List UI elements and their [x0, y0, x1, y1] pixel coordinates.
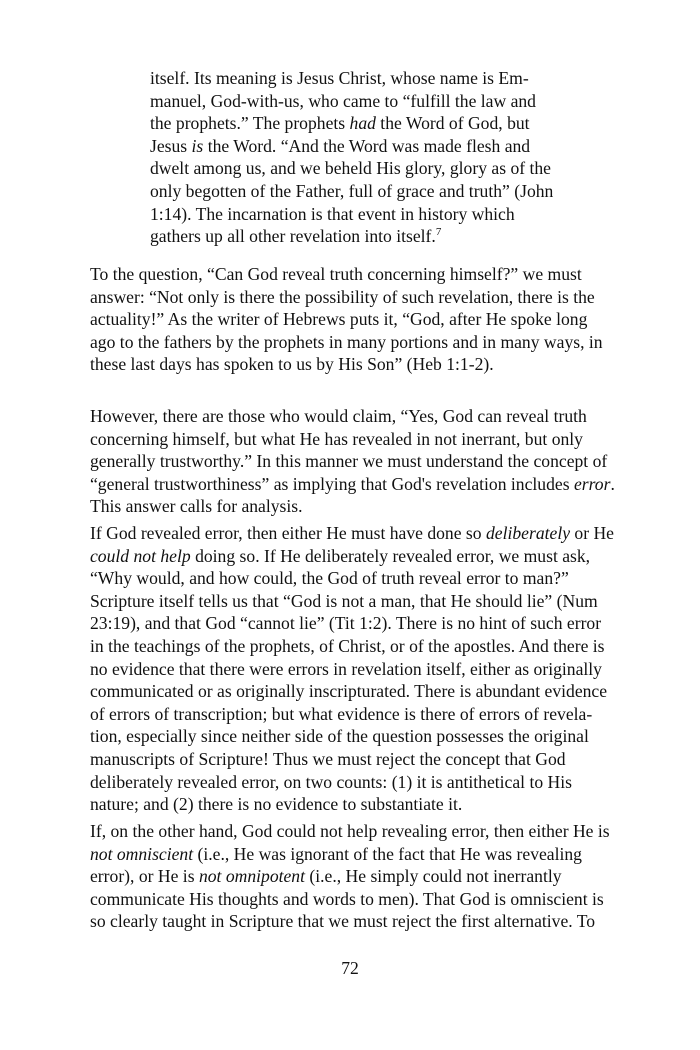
text-line	[90, 680, 640, 703]
text-run: This answer calls for analysis.	[90, 496, 303, 517]
text-run: .	[610, 473, 615, 494]
text-line	[90, 590, 640, 613]
text-line	[90, 286, 640, 309]
text-run: “Why would, and how could, the God of truth reveal error to man?”	[90, 568, 569, 589]
text-run: actuality!” As the writer of Hebrews puts it, “God, after He spoke long	[90, 309, 588, 330]
text-line	[150, 135, 590, 158]
text-line	[90, 865, 640, 888]
text-run: (i.e., He simply could not inerrantly	[305, 866, 562, 887]
italic-text: had	[349, 113, 376, 134]
text-run: only begotten of the Father, full of grace and truth” (John	[150, 180, 554, 201]
text-run: 1:14). The incarnation is that event in history which	[150, 203, 515, 224]
text-run: communicated or as originally inscripturated. There is abundant evidence	[90, 681, 608, 702]
text-line	[90, 473, 640, 496]
text-line	[150, 180, 590, 203]
text-line	[150, 90, 590, 113]
text-line	[150, 112, 590, 135]
text-line	[90, 567, 640, 590]
text-line	[90, 820, 640, 843]
text-run: the Word. “And the Word was made flesh and	[203, 135, 531, 156]
text-run: gathers up all other revelation into itself.	[150, 226, 436, 247]
text-run: no evidence that there were errors in revelation itself, either as originally	[90, 658, 602, 679]
text-run: of errors of transcription; but what evidence is there of errors of revela-	[90, 703, 593, 724]
text-run: dwelt among us, and we beheld His glory, glory as of the	[150, 158, 551, 179]
text-line	[90, 545, 640, 568]
text-line	[90, 612, 640, 635]
text-run: manuel, God-with-us, who came to “fulfill the law and	[150, 90, 536, 111]
text-line	[90, 495, 640, 518]
text-run: communicate His thoughts and words to men). That God is omniscient is	[90, 888, 604, 909]
text-line	[90, 703, 640, 726]
text-line	[90, 428, 640, 451]
text-line	[90, 522, 640, 545]
text-run: (i.e., He was ignorant of the fact that He was revealing	[193, 843, 582, 864]
italic-text: not omnipotent	[198, 866, 305, 887]
text-line	[90, 353, 640, 376]
paragraph-1	[90, 263, 640, 376]
italic-text: is	[191, 135, 204, 156]
text-run: or He	[570, 523, 614, 543]
text-line	[90, 888, 640, 911]
text-run: “general trustworthiness” as implying that God's revelation includes	[90, 473, 574, 494]
text-run: doing so. If He deliberately revealed error, we must ask,	[190, 545, 591, 566]
text-run: ago to the fathers by the prophets in many portions and in many ways, in	[90, 331, 603, 352]
paragraph-4	[90, 820, 640, 933]
text-line	[90, 450, 640, 473]
footnote-marker: 7	[435, 226, 442, 239]
paragraph-3	[90, 522, 640, 816]
page-number: 72	[341, 958, 359, 978]
text-run: nature; and (2) there is no evidence to substantiate it.	[90, 794, 463, 815]
text-line	[150, 203, 590, 226]
paragraph-2	[90, 405, 640, 518]
text-run: in the teachings of the prophets, of Christ, or of the apostles. And there is	[90, 635, 605, 656]
text-run: 23:19), and that God “cannot lie” (Tit 1:2). There is no hint of such error	[90, 613, 602, 634]
text-run: To the question, “Can God reveal truth concerning himself?” we must	[90, 264, 582, 284]
text-line	[90, 658, 640, 681]
text-run: deliberately revealed error, on two counts: (1) it is antithetical to His	[90, 771, 572, 792]
text-run: Scripture itself tells us that “God is not a man, that He should lie” (Num	[90, 590, 598, 611]
text-line	[90, 910, 640, 933]
text-line	[90, 331, 640, 354]
text-run: Jesus	[150, 135, 192, 156]
text-run: If, on the other hand, God could not help revealing error, then either He is	[90, 821, 610, 841]
text-run: If God revealed error, then either He must have done so	[90, 523, 486, 543]
italic-text: not omniscient	[90, 843, 194, 864]
text-line	[90, 308, 640, 331]
italic-text: error	[573, 473, 611, 494]
text-line	[90, 748, 640, 771]
text-run: error), or He is	[90, 866, 199, 887]
block-quote	[150, 67, 590, 248]
text-line	[90, 725, 640, 748]
text-run: generally trustworthy.” In this manner we must understand the concept of	[90, 451, 608, 472]
text-run: itself. Its meaning is Jesus Christ, whose name is Em-	[150, 68, 529, 88]
text-line	[90, 793, 640, 816]
text-line	[90, 843, 640, 866]
text-run: so clearly taught in Scripture that we must reject the first alternative. To	[90, 911, 596, 932]
text-run: However, there are those who would claim, “Yes, God can reveal truth	[90, 406, 587, 426]
italic-text: deliberately	[485, 523, 571, 543]
text-line	[150, 225, 590, 248]
text-run: answer: “Not only is there the possibility of such revelation, there is the	[90, 286, 595, 307]
text-line	[150, 67, 590, 90]
text-run: manuscripts of Scripture! Thus we must reject the concept that God	[90, 748, 566, 769]
text-run: the prophets.” The prophets	[150, 113, 350, 134]
text-line	[90, 263, 640, 286]
italic-text: could not help	[90, 545, 191, 566]
text-run: concerning himself, but what He has revealed in not inerrant, but only	[90, 428, 583, 449]
text-line	[90, 635, 640, 658]
text-run: these last days has spoken to us by His Son” (Heb 1:1-2).	[90, 354, 494, 375]
text-run: tion, especially since neither side of the question possesses the original	[90, 726, 589, 747]
text-line	[90, 405, 640, 428]
text-run: the Word of God, but	[375, 113, 530, 134]
text-line	[150, 157, 590, 180]
text-line	[90, 771, 640, 794]
